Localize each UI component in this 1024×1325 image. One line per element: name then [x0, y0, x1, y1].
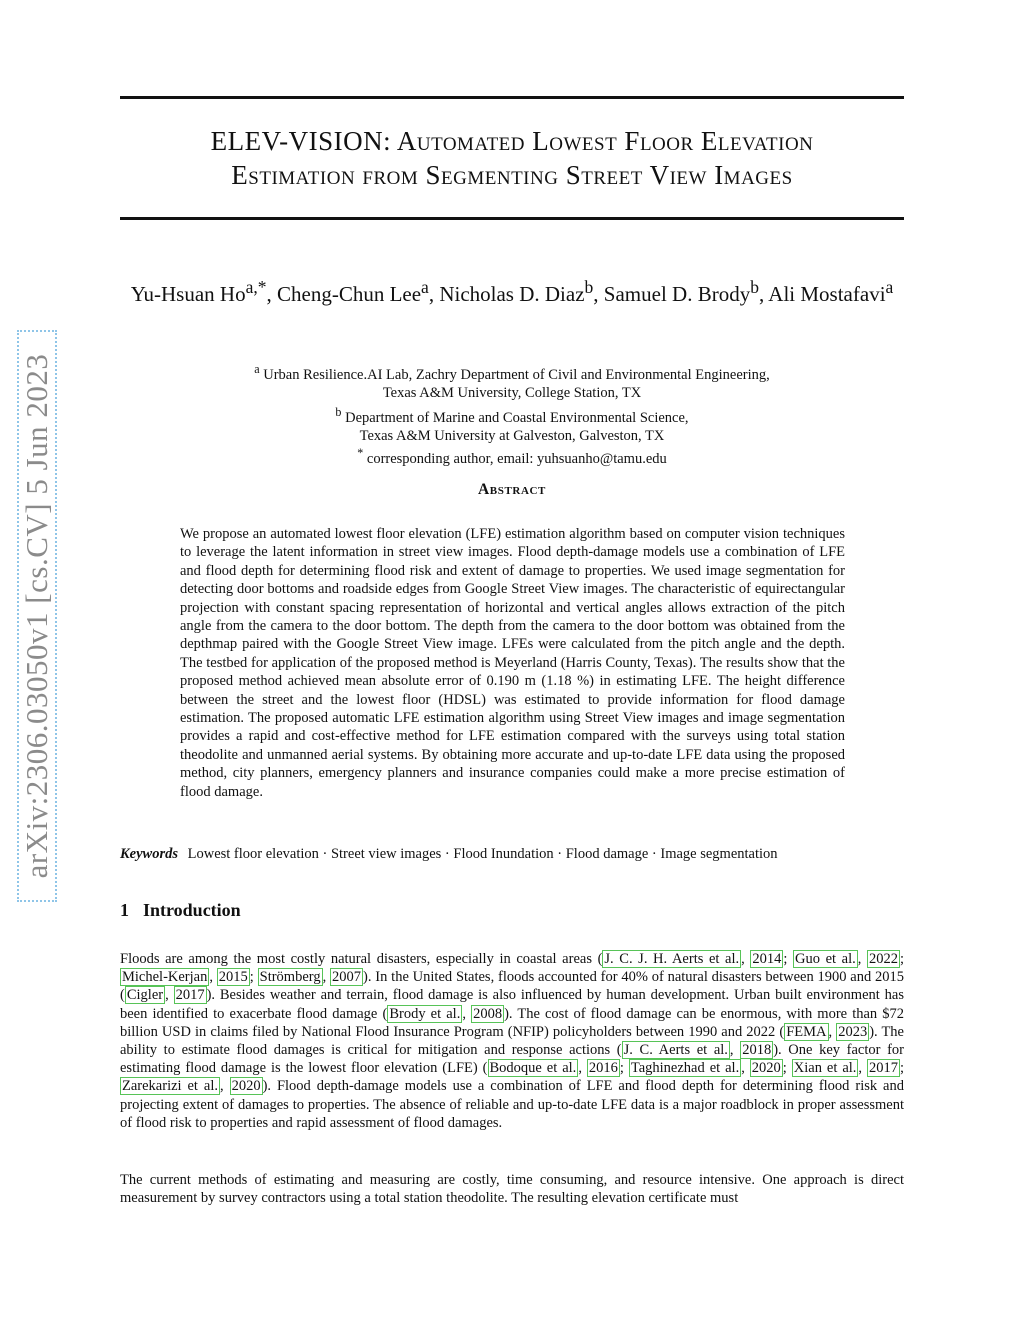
citation-link[interactable]: FEMA [786, 1023, 827, 1040]
citation-link[interactable]: 2014 [752, 951, 782, 967]
corresponding-mark: * [357, 446, 364, 460]
paragraph-text: , [322, 969, 331, 986]
introduction-paragraph-2: The current methods of estimating and measuring are costly, time consuming, and resource intensive. One approach is direct measurement by survey contractors using a total station theodolite. The resulting elevation certificate must [120, 1172, 904, 1207]
affiliation-a-line-1: $^a$ Urban Resilience.AI Lab, Zachry Department of Civil and Environmental Engineering, [254, 362, 770, 383]
citation-link[interactable]: Bodoque et al. [489, 1060, 577, 1077]
citation-link[interactable]: J. C. Aerts et al. [623, 1042, 728, 1059]
abstract-text: We propose an automated lowest floor elevation (LFE) estimation algorithm based on computer vision techniques to leverage the latent information in street view images. Flood depth-damage models use a combination of LFE and flood depth for determining flood risk and extent of damage to properties. We used image segmentation for detecting door bottoms and roadside edges from Google Street View images. The characteristic of equirectangular projection with constant spacing representation of horizontal and vertical angles allows extraction of the pitch angle from the camera to the door bottom. The depth from the camera to the door bottom was obtained from the depthmap paired with the Google Street View image. LFEs were calculated from the pitch angle and the depth. The testbed for application of the proposed method is Meyerland (Harris County, Texas). The results show that the proposed method achieved mean absolute error of 0.190 m (1.18 %) in estimating LFE. The height difference between the street and the lowest floor (HDSL) was estimated to provide information for flood damage estimation. The proposed automatic LFE estimation algorithm using Street View images and image segmentation provides a rapid and cost-effective method for LFE estimation compared with the surveys using total station theodolite and unmanned aerial systems. By obtaining more accurate and up-to-date LFE data using the proposed method, city planners, emergency planners and insurance companies could make a more precise estimation of flood damage. [180, 526, 845, 800]
citation-link[interactable]: 2022 [869, 951, 898, 967]
paper-title-line-1: ELEV-VISION: Automated Lowest Floor Elevation [210, 126, 814, 156]
author-affiliation-mark: a [421, 277, 429, 297]
citation-link[interactable]: Brody et al. [389, 1005, 461, 1022]
paper-title-line-2: Estimation from Segmenting Street View Images [231, 160, 793, 190]
section-heading-introduction [120, 900, 241, 921]
citation-link[interactable]: 2016 [588, 1060, 618, 1077]
citation-link[interactable]: 2017 [175, 987, 205, 1004]
paragraph-text: , [165, 987, 174, 1004]
citation-link[interactable]: 2018 [742, 1042, 772, 1059]
author-name: Ali Mostafavi [768, 282, 886, 306]
author-name: Yu-Hsuan Ho [130, 282, 246, 306]
paragraph-text: , [741, 1060, 750, 1077]
author-list: Yu-Hsuan $Ho^{a,*}$, Cheng-Chun Lee$^a$, Nicholas D. Diaz$^b$, Samuel D. Brody$^b$, Ali Mostafavi$^a$ [130, 277, 894, 306]
citation-link[interactable]: Strömberg [259, 969, 321, 986]
citation-link[interactable]: 2017 [868, 1060, 898, 1077]
citation-link[interactable]: J. C. J. H. Aerts et al. [604, 951, 740, 967]
paragraph-text: ; [899, 1060, 905, 1077]
citation-link[interactable]: 2020 [231, 1078, 261, 1095]
corresponding-author-email[interactable]: corresponding author, email: yuhsuanho@tamu.edu [366, 450, 667, 467]
paragraph-text: ). Flood depth-damage models use a combination of LFE and flood depth for determining flood risk and projecting extent of damages to properties. The absence of reliable and up-to-date LFE data is a major roadblock in proper assessment of flood risk to properties and rapid assessment of flood damages. [120, 1078, 904, 1131]
section-number: 1 [120, 900, 129, 920]
paragraph-text: ; [619, 1060, 629, 1077]
author-name: Cheng-Chun Lee [277, 282, 422, 306]
paragraph-text: ). In the United States, floods accounted for 40% of natural disasters between 1900 and 2015 ( [120, 969, 905, 1004]
citation-link[interactable]: 2008 [473, 1005, 503, 1022]
affiliation-b-mark: b [335, 404, 342, 419]
citation-link[interactable]: Zarekarizi et al. [122, 1078, 218, 1095]
citation-link[interactable]: 2015 [218, 969, 248, 986]
abstract-heading: Abstract [478, 481, 546, 498]
author-affiliation-mark: b [750, 277, 759, 297]
paragraph-text: ; [783, 951, 794, 967]
citation-link[interactable]: 2020 [751, 1060, 781, 1077]
arxiv-identifier[interactable]: arXiv:2306.03050v1 [cs.CV] 5 Jun 2023 [19, 353, 54, 879]
affiliation-a-mark: a [254, 362, 260, 376]
affiliation-b-line-2: Texas A&M University at Galveston, Galveston, TX [359, 428, 665, 445]
keywords-text: Lowest floor elevation · Street view images · Flood Inundation · Flood damage · Image segmentation [187, 846, 778, 862]
paragraph-text: ; [249, 969, 258, 986]
citation-link[interactable]: Taghinezhad et al. [630, 1060, 740, 1077]
paragraph-text: , [741, 951, 751, 967]
keywords-label: Keywords [120, 846, 178, 862]
citation-link[interactable]: Xian et al. [793, 1060, 857, 1077]
corresponding-author [120, 444, 904, 468]
paragraph-text: ). The ability to estimate flood damages is critical for mitigation and response actions ( [120, 1023, 904, 1059]
citation-link[interactable]: Guo et al. [795, 951, 856, 967]
citation-link[interactable]: Michel-Kerjan [122, 969, 208, 986]
title-rule-top [120, 96, 904, 99]
paragraph-text: , [578, 1060, 587, 1077]
affiliations [120, 360, 904, 446]
paragraph-text: ). Besides weather and terrain, flood damage is also influenced by human development. Urban built environment has been identified to exacerbate flood damage ( [120, 987, 904, 1022]
paragraph-text: , [729, 1042, 741, 1059]
citation-link[interactable]: Cigler [126, 987, 164, 1004]
paragraph-text: ; [900, 951, 905, 967]
paragraph-text: ; [782, 1060, 792, 1077]
author-affiliation-mark: b [584, 277, 594, 297]
author-affiliation-mark: a,* [245, 277, 267, 297]
paragraph-text: , [462, 1005, 472, 1022]
title-rule-bottom [120, 217, 904, 220]
author-name: Nicholas D. Diaz [439, 282, 585, 306]
affiliation-b-line-1: $^b$ Department of Marine and Coastal Environmental Science, [335, 404, 689, 426]
citation-link[interactable]: 2023 [838, 1023, 868, 1040]
author-name: Samuel D. Brody [603, 282, 751, 306]
paragraph-text: , [209, 969, 217, 986]
paragraph-text: ). The cost of flood damage can be enormous, with more than $72 billion USD in claims filed by National Flood Insurance Program (NFIP) policyholders between 1990 and 2022 ( [120, 1005, 905, 1040]
paper-title [120, 124, 904, 192]
affiliation-a-line-2: Texas A&M University, College Station, TX [382, 385, 642, 402]
paragraph-text: , [828, 1023, 837, 1040]
paragraph-text: Floods are among the most costly natural disasters, especially in coastal areas ( [120, 951, 603, 967]
paragraph-text: ). One key factor for estimating flood damage is the lowest floor elevation (LFE) ( [120, 1042, 904, 1077]
author-affiliation-mark: a [885, 277, 894, 297]
section-title: Introduction [143, 900, 241, 920]
paragraph-text: , [858, 1060, 867, 1077]
keywords [120, 845, 904, 863]
paragraph-text: , [220, 1078, 230, 1095]
introduction-paragraph-1 [120, 950, 904, 1132]
paragraph-text: , [857, 951, 867, 967]
citation-link[interactable]: 2007 [332, 969, 362, 986]
